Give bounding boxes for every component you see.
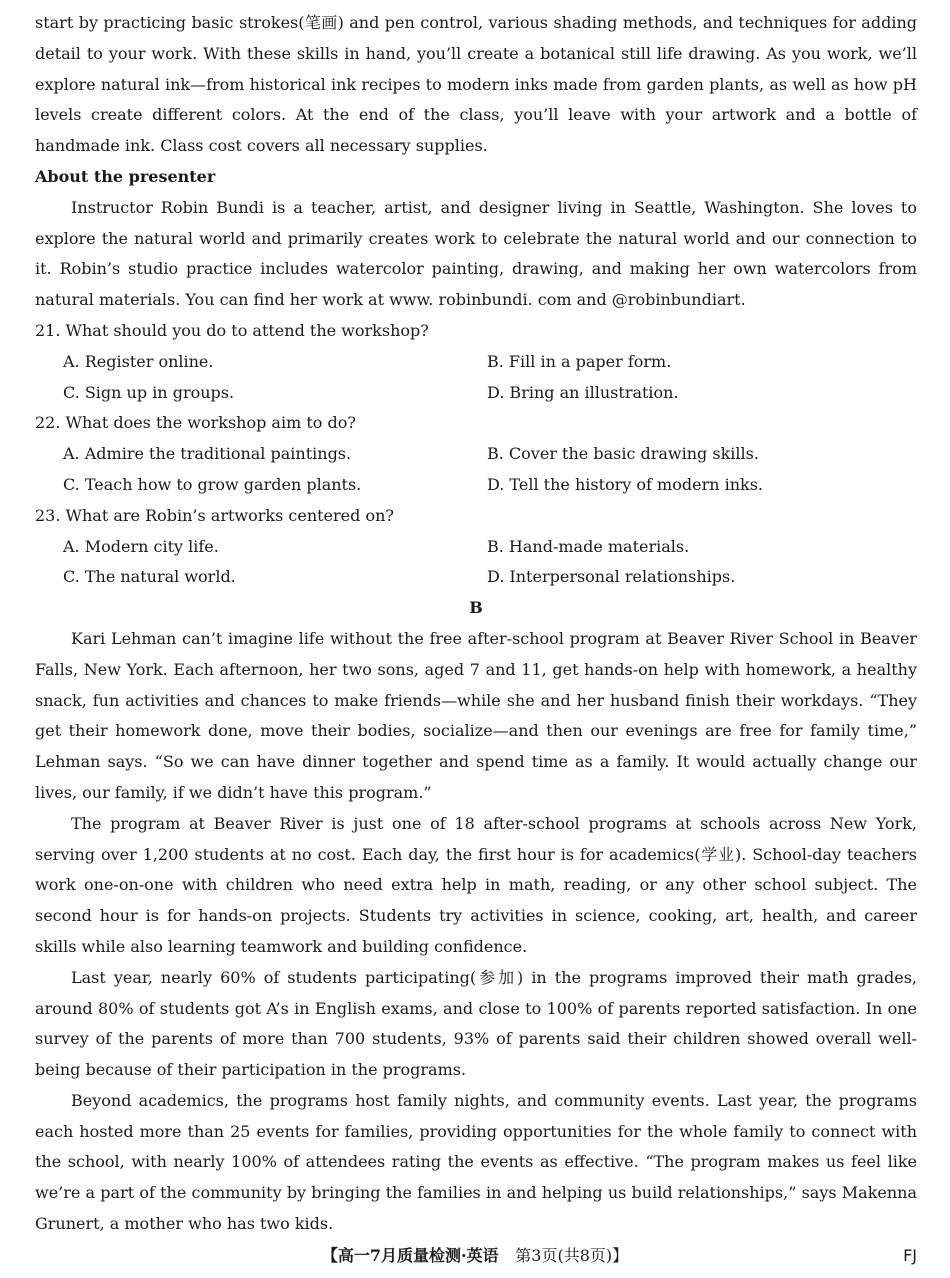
intro-paragraph: start by practicing basic strokes(笔画) and pen control, various shading methods, and techniques for adding detail to your work. With these skills in hand, you’ll create a botanical still life drawing. As you work, we’ll explore natural ink—from historical ink recipes to modern inks made from garden plants, as well as how pH levels create different colors. At the end of the class, you’ll leave with your artwork and a bottle of handmade ink. Class cost covers all necessary supplies. [35, 13, 917, 156]
footer-page-number: 第3页(共8页)】 [515, 1246, 629, 1265]
option-c: C. Sign up in groups. [63, 382, 235, 402]
presenter-heading: About the presenter [35, 166, 216, 186]
question-options [35, 439, 917, 501]
footer-exam-info [0, 1243, 950, 1269]
option-d: D. Bring an illustration. [487, 382, 679, 402]
presenter-paragraph: Instructor Robin Bundi is a teacher, artist, and designer living in Seattle, Washington. She loves to explore the natural world and primarily creates work to celebrate the natural world and our connection to it. Robin’s studio practice includes watercolor painting, drawing, and making her own watercolors from natural materials. You can find her work at www. robinbundi. com and @robinbundiart. [35, 197, 917, 310]
passage-b-paragraph: The program at Beaver River is just one of 18 after-school programs at schools across New York, serving over 1,200 students at no cost. Each day, the first hour is for academics(学业). School-day teachers work one-on-one with children who need extra help in math, reading, or any other school subject. The second hour is for hands-on projects. Students try activities in science, cooking, art, health, and career skills while also learning teamwork and building confidence. [35, 813, 917, 956]
footer-exam-title: 【高一7月质量检测·英语 [321, 1246, 499, 1265]
option-c: C. Teach how to grow garden plants. [63, 474, 362, 494]
option-b: B. Cover the basic drawing skills. [487, 444, 759, 464]
question-stem: 22. What does the workshop aim to do? [35, 413, 356, 433]
question-22 [35, 408, 917, 500]
option-b: B. Hand-made materials. [487, 536, 690, 556]
passage-b-paragraph: Last year, nearly 60% of students participating(参加) in the programs improved their math grades, around 80% of students got A’s in English exams, and close to 100% of parents reported satisfaction. In one survey of the parents of more than 700 students, 93% of parents said their children showed overall well-being because of their participation in the programs. [35, 967, 917, 1080]
page-footer [0, 1243, 950, 1269]
question-stem: 23. What are Robin’s artworks centered on? [35, 505, 394, 525]
question-21 [35, 316, 917, 408]
footer-code: FJ [903, 1246, 917, 1265]
option-d: D. Tell the history of modern inks. [487, 474, 764, 494]
option-a: A. Register online. [63, 351, 214, 371]
passage-b-paragraph: Kari Lehman can’t imagine life without the free after-school program at Beaver River School in Beaver Falls, New York. Each afternoon, her two sons, aged 7 and 11, get hands-on help with homework, a healthy snack, fun activities and chances to make friends—while she and her husband finish their workdays. “They get their homework done, move their bodies, socialize—and then our evenings are free for family time,” Lehman says. “So we can have dinner together and spend time as a family. It would actually change our lives, our family, if we didn’t have this program.” [35, 628, 917, 802]
question-options [35, 347, 917, 409]
passage-b-paragraph: Beyond academics, the programs host family nights, and community events. Last year, the programs each hosted more than 25 events for families, providing opportunities for the whole family to connect with the school, with nearly 100% of attendees rating the events as effective. “The program makes us feel like we’re a part of the community by bringing the families in and helping us build relationships,” says Makenna Grunert, a mother who has two kids. [35, 1090, 917, 1234]
section-b-label: B [469, 598, 483, 618]
question-options [35, 532, 917, 594]
option-a: A. Modern city life. [63, 536, 219, 556]
option-b: B. Fill in a paper form. [487, 351, 672, 371]
option-d: D. Interpersonal relationships. [487, 567, 736, 587]
option-c: C. The natural world. [63, 567, 236, 587]
exam-page [35, 8, 917, 1240]
option-a: A. Admire the traditional paintings. [63, 444, 352, 464]
question-23 [35, 501, 917, 593]
question-stem: 21. What should you do to attend the workshop? [35, 320, 429, 340]
